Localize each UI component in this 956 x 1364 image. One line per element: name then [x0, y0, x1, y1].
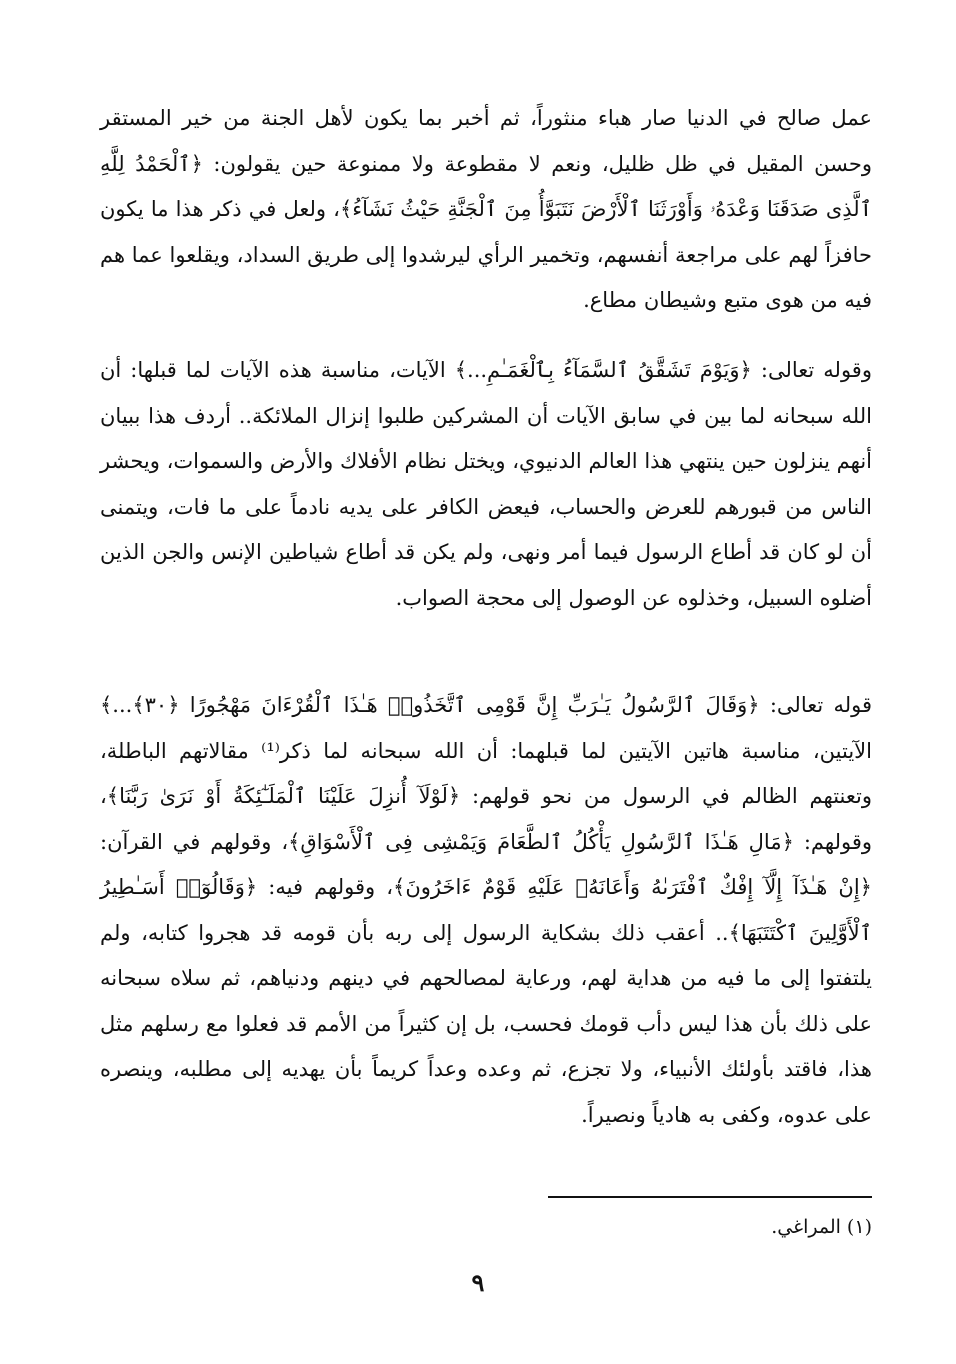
page-number: ٩ [471, 1268, 485, 1297]
paragraph-3 [100, 683, 872, 1138]
footnote-divider [548, 1196, 872, 1198]
footnote: (١) المراغي. [771, 1216, 872, 1238]
paragraph-3-text: قوله تعالى: ﴿وَقَالَ ٱلرَّسُولُ يَـٰرَبِّ إِنَّ قَوْمِى ٱتَّخَذُوا۟ هَـٰذَا ٱلْقُرْءَانَ مَهْجُورًا ﴿٣٠﴾...﴾ الآيتين، مناسبة هاتين الآيتين لما قبلهما: أن الله سبحانه لما ذكر⁽¹⁾ مقالاتهم الباطلة، وتعنتهم الظالم في الرسول من نحو قولهم: ﴿لَوْلَآ أُنزِلَ عَلَيْنَا ٱلْمَلَـٰٓئِكَةُ أَوْ نَرَىٰ رَبَّنَا﴾، وقولهم: ﴿مَالِ هَـٰذَا ٱلرَّسُولِ يَأْكُلُ ٱلطَّعَامَ وَيَمْشِى فِى ٱلْأَسْوَاقِ﴾، وقولهم في القرآن: ﴿إِنْ هَـٰذَآ إِلَّآ إِفْكٌ ٱفْتَرَىٰهُ وَأَعَانَهُۥ عَلَيْهِ قَوْمٌ ءَاخَرُونَ﴾، وقولهم فيه: ﴿وَقَالُوٓا۟ أَسَـٰطِيرُ ٱلْأَوَّلِينَ ٱكْتَتَبَهَا﴾.. أعقب ذلك بشكاية الرسول إلى ربه بأن قومه قد هجروا كتابه، ولم يلتفتوا إلى ما فيه من هداية لهم، ورعاية لمصالحهم في دينهم ودنياهم، ثم سلاه سبحانه على ذلك بأن هذا ليس دأب قومك فحسب، بل إن كثيراً من الأمم قد فعلوا مع رسلهم مثل هذا، فاقتد بأولئك الأنبياء، ولا تجزع، ثم وعده وعداً كريماً بأن يهديه إلى مطلبه، وينصره على عدوه، وكفى به هادياً ونصيراً. [100, 693, 872, 1127]
paragraph-1-text: عمل صالح في الدنيا صار هباء منثوراً، ثم أخبر بما يكون لأهل الجنة من خير المستقر وحسن المقيل في ظل ظليل، ونعم لا مقطوعة ولا ممنوعة حين يقولون: ﴿ٱلْحَمْدُ لِلَّهِ ٱلَّذِى صَدَقَنَا وَعْدَهُۥ وَأَوْرَثَنَا ٱلْأَرْضَ نَتَبَوَّأُ مِنَ ٱلْجَنَّةِ حَيْثُ نَشَآءُ﴾، ولعل في ذكر هذا ما يكون حافزاً لهم على مراجعة أنفسهم، وتخمير الرأي ليرشدوا إلى طريق السداد، ويقلعوا عما هم فيه من هوى متبع وشيطان مطاع. [100, 106, 872, 312]
paragraph-2-text: وقوله تعالى: ﴿وَيَوْمَ تَشَقَّقُ ٱلسَّمَآءُ بِٱلْغَمَـٰمِ...﴾ الآيات، مناسبة هذه الآيات لما قبلها: أن الله سبحانه لما بين في سابق الآيات أن المشركين طلبوا إنزال الملائكة.. أردف هذا ببيان أنهم ينزلون حين ينتهي هذا العالم الدنيوي، ويختل نظام الأفلاك والأرض والسموات، ويحشر الناس من قبورهم للعرض والحساب، فيعض الكافر على يديه نادماً على ما فات، ويتمنى أن لو كان قد أطاع الرسول فيما أمر ونهى، ولم يكن قد أطاع شياطين الإنس والجن الذين أضلوه السبيل، وخذلوه عن الوصول إلى محجة الصواب. [100, 358, 872, 610]
paragraph-2 [100, 348, 872, 621]
paragraph-1 [100, 96, 872, 324]
